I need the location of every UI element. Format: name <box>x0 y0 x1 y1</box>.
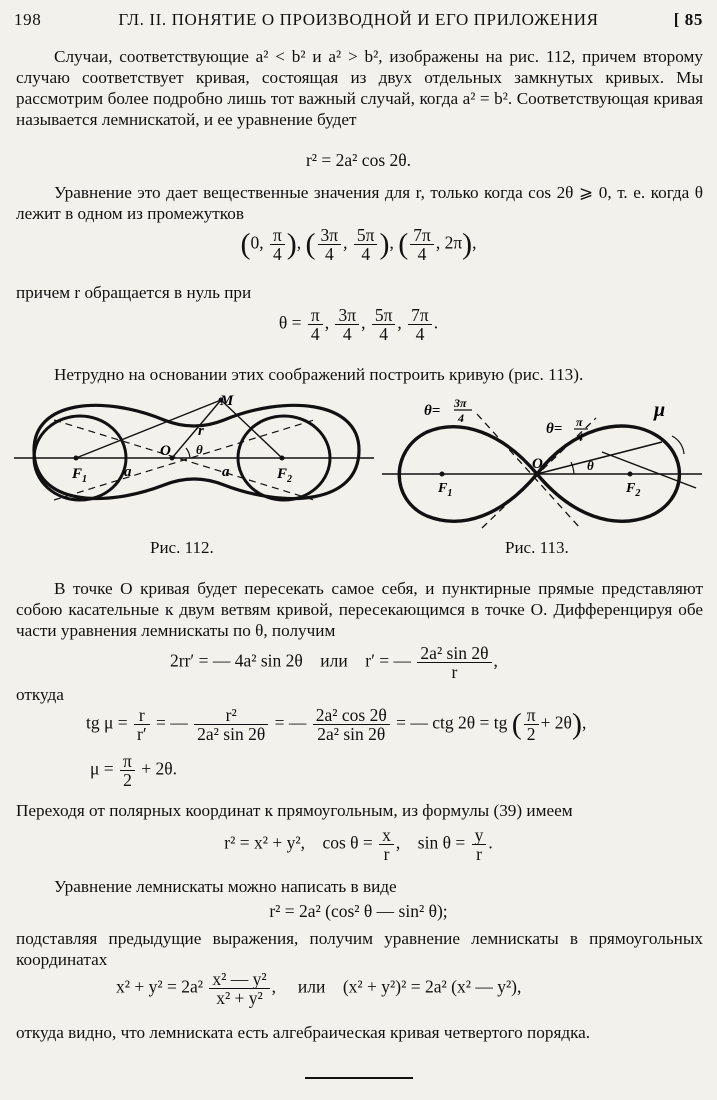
label-F2: $F_2$ <box>626 481 641 499</box>
equation-cos-sin: r² = 2a² (cos² θ — sin² θ); <box>269 901 448 921</box>
page-number: 198 <box>14 10 42 29</box>
label-M: M <box>220 393 234 409</box>
label-theta: θ <box>587 458 594 473</box>
label-r: r <box>198 423 204 439</box>
label-F1: $F_1$ <box>438 481 453 499</box>
label-mu: μ <box>654 399 666 421</box>
equation-tg-mu: tg μ = $\frac{r}{r'}$ = — $\frac{\text{r²}}{\text{2a² sin 2θ}}$ = — $\frac{\text{2a² cos 2θ}}{\text{2a² sin 2θ}}$ = — ctg 2θ = tg ( $\frac{\pi}{2}$ + 2θ), <box>86 705 587 744</box>
theta-arc <box>186 448 190 458</box>
radius-line <box>537 442 662 474</box>
paragraph-conclusion: откуда видно, что лемниската есть алгебраическая кривая четвертого порядка. <box>16 1023 591 1042</box>
equation-conversion: r² = x² + y², cos θ = $\frac{x}{r}$ , sin θ = $\frac{y}{r}$ . <box>224 825 493 864</box>
paragraph-build-curve: Нетрудно на основании этих соображений построить кривую (рис. 113). <box>54 365 584 384</box>
paragraph-real-values: Уравнение это дает вещественные значения для r, только когда cos 2θ ⩾ 0, т. е. когда θ лежит в одном из промежутков <box>16 183 703 223</box>
paragraph-point-O: В точке O кривая будет пересекать самое себя, и пунктирные прямые представляют собою касательные к двум ветвям кривой, пересекающимся в точке O. Дифференцируя обе части уравнения лемнискаты по θ, получим <box>16 579 703 640</box>
label-theta-pi4-den: 4 <box>577 430 583 444</box>
equation-lemniscate-polar: r² = 2a² cos 2θ. <box>305 150 412 170</box>
label-a-left: a <box>124 464 132 480</box>
paragraph-rectangular: Переходя от полярных координат к прямоугольным, из формулы (39) имеем <box>16 801 573 820</box>
end-rule <box>305 1077 413 1079</box>
label-theta-3pi4-den: 4 <box>458 411 464 425</box>
paragraph-substituting: подставляя предыдущие выражения, получим уравнение лемнискаты в прямоугольных координатах <box>16 929 703 969</box>
section-number: [ 85 <box>673 10 703 29</box>
caption-fig112: Рис. 112. <box>150 538 214 557</box>
theta-arc <box>571 462 574 474</box>
paragraph-cases: Случаи, соответствующие a² < b² и a² > b², изображены на рис. 112, причем второму случаю соответствует кривая, состоящая из двух отдельных замкнутых кривых. Мы рассмотрим более подробно лишь тот важный случай, когда a² = b². Соответствующая кривая называется лемнискатой, и ее уравнение будет <box>16 47 703 129</box>
figure-113 <box>382 388 702 538</box>
point-F2 <box>628 472 633 477</box>
equation-derivative: 2rr′ = — 4a² sin 2θ или r′ = — $\frac{\text{2a² sin 2θ}}{r}$ , <box>170 643 498 682</box>
label-theta: θ <box>196 442 203 457</box>
label-theta-3pi4: θ= <box>424 403 441 419</box>
label-theta-pi4-num: π <box>576 415 583 429</box>
equation-mu: μ = $\frac{\pi}{2}$ + 2θ. <box>90 751 177 790</box>
point-F1 <box>74 456 79 461</box>
tangent-line <box>602 452 696 488</box>
label-theta-3pi4-num: 3π <box>454 396 467 410</box>
paragraph-rewrite: Уравнение лемнискаты можно написать в виде <box>54 877 397 896</box>
word-otkuda: откуда <box>16 685 64 704</box>
equation-intervals: (0, $\frac{\pi}{4}$ ), ( $\frac{3\pi}{4}$ , $\frac{5\pi}{4}$ ), ( $\frac{7\pi}{4}$ , 2π), <box>240 225 477 264</box>
label-O: O <box>532 456 543 472</box>
point-O <box>535 472 540 477</box>
equation-zeros: θ = $\frac{\pi}{4}$ , $\frac{3\pi}{4}$ , $\frac{5\pi}{4}$ , $\frac{7\pi}{4}$ . <box>278 305 439 344</box>
point-F1 <box>440 472 445 477</box>
point-F2 <box>280 456 285 461</box>
caption-fig113: Рис. 113. <box>505 538 569 557</box>
equation-cartesian: x² + y² = 2a² $\frac{\text{x² — y²}}{\text{x² + y²}}$ , или (x² + y²)² = 2a² (x² — y²), <box>116 969 522 1008</box>
chapter-title: ГЛ. II. ПОНЯТИЕ О ПРОИЗВОДНОЙ И ЕГО ПРИЛОЖЕНИЯ <box>118 10 599 29</box>
running-header <box>14 10 703 38</box>
label-a-right: a <box>222 464 230 480</box>
label-theta-pi4: θ= <box>546 421 563 437</box>
figure-112 <box>14 390 374 530</box>
label-F2: $F_2$ <box>277 466 293 485</box>
label-O: O <box>160 443 171 459</box>
paragraph-zero-at: причем r обращается в нуль при <box>16 283 252 302</box>
label-F1: $F_1$ <box>72 466 88 485</box>
